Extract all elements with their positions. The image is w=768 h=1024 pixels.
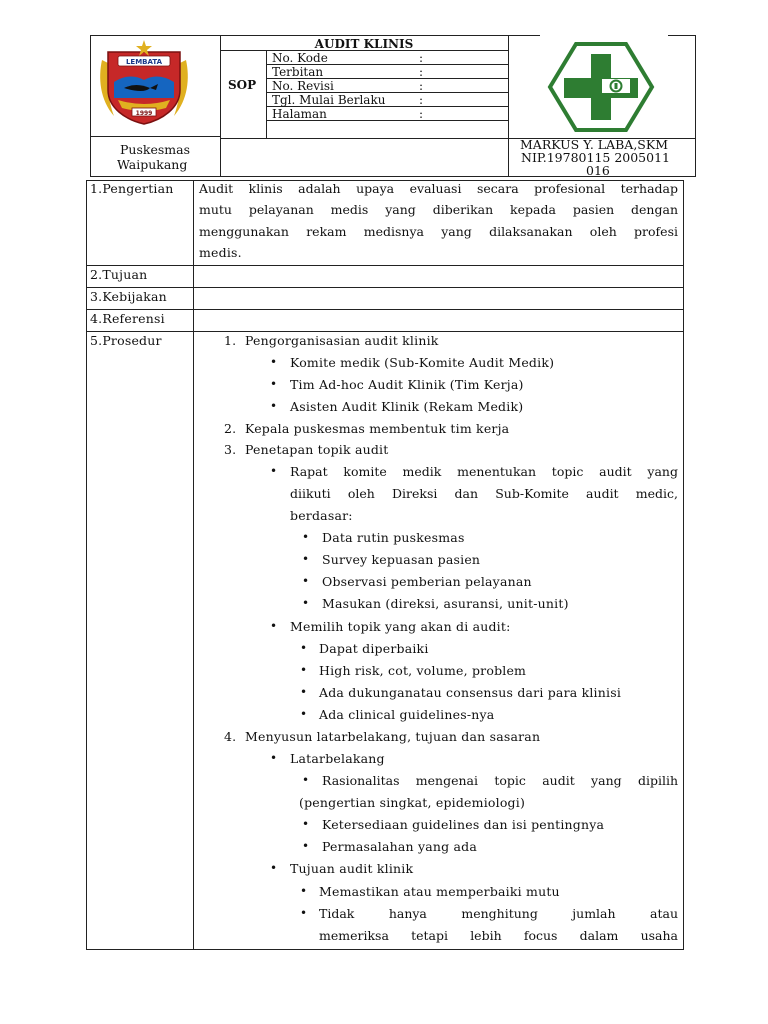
field-sep: : [419, 107, 424, 121]
bullet-icon: • [270, 464, 278, 478]
step-title: Kepala puskesmas membentuk tim kerja [245, 421, 510, 436]
bullet-icon: • [302, 552, 310, 566]
step-number: 2. [224, 421, 237, 436]
puskesmas-logo-icon [546, 42, 656, 132]
paragraph-line: Audit klinis adalah upaya evaluasi secara profesional terhadap [199, 181, 678, 196]
step-title: Pengorganisasian audit klinik [245, 333, 439, 348]
bullet-icon: • [270, 399, 278, 413]
field-label: No. Kode [272, 51, 328, 65]
list-item-line: memeriksa tetapi lebih focus dalam usaha [319, 928, 678, 943]
lembata-logo-icon [96, 38, 192, 128]
list-item: Memilih topik yang akan di audit: [290, 619, 511, 634]
section-label-referensi: 4.Referensi [90, 311, 165, 326]
bullet-icon: • [302, 574, 310, 588]
step-title: Penetapan topik audit [245, 442, 389, 457]
list-item-line: berdasar: [290, 508, 353, 523]
list-item-line: Rapat komite medik menentukan topic audit yang [290, 464, 678, 479]
field-sep: : [419, 79, 424, 93]
list-item: Tim Ad-hoc Audit Klinik (Tim Kerja) [290, 377, 524, 392]
org-name-line1: Puskesmas [120, 142, 190, 157]
list-item-line: (pengertian singkat, epidemiologi) [299, 795, 526, 810]
document-title: AUDIT KLINIS [314, 37, 414, 51]
list-item: Ada dukunganatau consensus dari para klinisi [319, 685, 622, 700]
field-label: Tgl. Mulai Berlaku [272, 93, 386, 107]
bullet-icon: • [270, 619, 278, 633]
section-label-prosedur: 5.Prosedur [90, 333, 162, 348]
list-item: Asisten Audit Klinik (Rekam Medik) [290, 399, 524, 414]
list-item-line: Tidak hanya menghitung jumlah atau [319, 906, 678, 921]
signer-nip-line1: NIP.19780115 2005011 [521, 150, 670, 165]
step-number: 1. [224, 333, 237, 348]
bullet-icon: • [302, 530, 310, 544]
list-item: Dapat diperbaiki [319, 641, 429, 656]
bullet-icon: • [302, 839, 310, 853]
bullet-icon: • [300, 685, 308, 699]
field-label: Terbitan [272, 65, 324, 79]
paragraph-line: mutu pelayanan medis yang diberikan kepada pasien dengan [199, 202, 678, 217]
list-item: High risk, cot, volume, problem [319, 663, 527, 678]
section-label-kebijakan: 3.Kebijakan [90, 289, 167, 304]
list-item: Ada clinical guidelines-nya [319, 707, 495, 722]
bullet-icon: • [270, 377, 278, 391]
logo-year-text: 1999 [135, 110, 153, 117]
field-sep: : [419, 65, 424, 79]
list-item: Masukan (direksi, asuransi, unit-unit) [322, 596, 569, 611]
bullet-icon: • [270, 751, 278, 765]
list-item: Ketersediaan guidelines dan isi pentingnya [322, 817, 605, 832]
paragraph-line: medis. [199, 245, 242, 260]
logo-banner-text: LEMBATA [125, 58, 163, 66]
step-number: 3. [224, 442, 237, 457]
bullet-icon: • [300, 641, 308, 655]
list-item: Permasalahan yang ada [322, 839, 478, 854]
signer-nip-line2: 016 [586, 163, 610, 178]
list-item: Data rutin puskesmas [322, 530, 465, 545]
list-item-line: diikuti oleh Direksi dan Sub-Komite audit medic, [290, 486, 678, 501]
bullet-icon: • [300, 707, 308, 721]
bullet-icon: • [302, 596, 310, 610]
section-label-pengertian: 1.Pengertian [90, 181, 174, 196]
bullet-icon: • [300, 663, 308, 677]
list-item: Tujuan audit klinik [290, 861, 414, 876]
sop-label: SOP [228, 78, 257, 92]
signer-name: MARKUS Y. LABA,SKM [520, 137, 669, 152]
list-item: Memastikan atau memperbaiki mutu [319, 884, 560, 899]
list-item-line: Rasionalitas mengenai topic audit yang dipilih [322, 773, 678, 788]
list-item: Latarbelakang [290, 751, 385, 766]
field-label: Halaman [272, 107, 327, 121]
list-item: Survey kepuasan pasien [322, 552, 481, 567]
field-sep: : [419, 51, 424, 65]
org-name-line2: Waipukang [117, 157, 188, 172]
bullet-icon: • [302, 773, 310, 787]
field-sep: : [419, 93, 424, 107]
paragraph-line: menggunakan rekam medisnya yang dilaksanakan oleh profesi [199, 224, 678, 239]
bullet-icon: • [302, 817, 310, 831]
bullet-icon: • [270, 355, 278, 369]
bullet-icon: • [270, 861, 278, 875]
field-label: No. Revisi [272, 79, 334, 93]
bullet-icon: • [300, 906, 308, 920]
list-item: Observasi pemberian pelayanan [322, 574, 532, 589]
step-number: 4. [224, 729, 237, 744]
section-label-tujuan: 2.Tujuan [90, 267, 148, 282]
bullet-icon: • [300, 884, 308, 898]
list-item: Komite medik (Sub-Komite Audit Medik) [290, 355, 555, 370]
step-title: Menyusun latarbelakang, tujuan dan sasaran [245, 729, 541, 744]
